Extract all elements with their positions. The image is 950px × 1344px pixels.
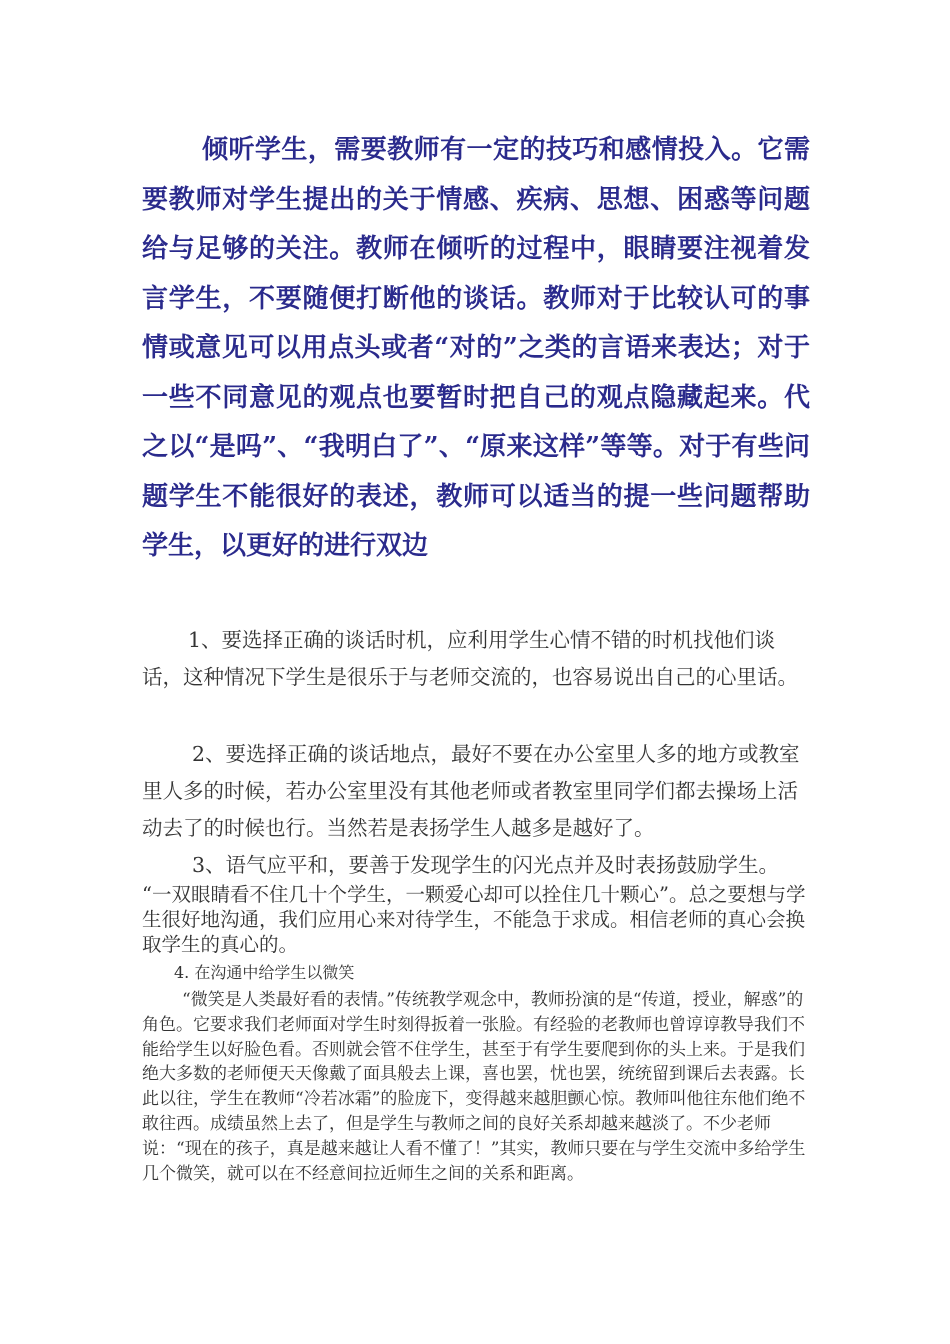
- intro-paragraph: 倾听学生，需要教师有一定的技巧和感情投入。它需要教师对学生提出的关于情感、疾病、思想、困惑等问题给与足够的关注。教师在倾听的过程中，眼睛要注视着发言学生，不要随便打断他的谈话。教师对于比较认可的事情或意见可以用点头或者“对的”之类的言语来表达；对于一些不同意见的观点也要暂时把自己的观点隐藏起来。代之以“是吗”、“我明白了”、“原来这样”等等。对于有些问题学生不能很好的表述，教师可以适当的提一些问题帮助学生，以更好的进行双边: [142, 135, 810, 561]
- section-heading-smile: 4. 在沟通中给学生以微笑: [174, 963, 355, 982]
- paragraph-smile: “微笑是人类最好看的表情。”传统教学观念中，教师扮演的是“传道，授业，解惑”的角色。它要求我们老师面对学生时刻得扳着一张脸。有经验的老教师也曾谆谆教导我们不能给学生以好脸色看。否则就会管不住学生，甚至于有学生要爬到你的头上来。于是我们绝大多数的老师便天天像戴了面具般去上课，喜也罢，忧也罢，统统留到课后去表露。长此以往，学生在教师“冷若冰霜”的脸庞下，变得越来越胆颤心惊。教师叫他往东他们绝不敢往西。成绩虽然上去了，但是学生与教师之间的良好关系却越来越淡了。不少老师说：“现在的孩子，真是越来越让人看不懂了！”其实，教师只要在与学生交流中多给学生几个微笑，就可以在不经意间拉近师生之间的关系和距离。: [142, 990, 806, 1184]
- paragraph-location: 2、要选择正确的谈话地点，最好不要在办公室里人多的地方或教室里人多的时候，若办公室里没有其他老师或者教室里同学们都去操场上活动去了的时候也行。当然若是表扬学生人越多是越好了。: [142, 742, 800, 840]
- paragraph-timing: 1、要选择正确的谈话时机，应利用学生心情不错的时机找他们谈话，这种情况下学生是很乐于与老师交流的，也容易说出自己的心里话。: [142, 628, 798, 689]
- paragraph-tone: 3、语气应平和，要善于发现学生的闪光点并及时表扬鼓励学生。: [192, 853, 780, 877]
- paragraph-summary: “一双眼睛看不住几十个学生，一颗爱心却可以拴住几十颗心”。总之要想与学生很好地沟通，我们应用心来对待学生，不能急于求成。相信老师的真心会换取学生的真心的。: [142, 883, 806, 956]
